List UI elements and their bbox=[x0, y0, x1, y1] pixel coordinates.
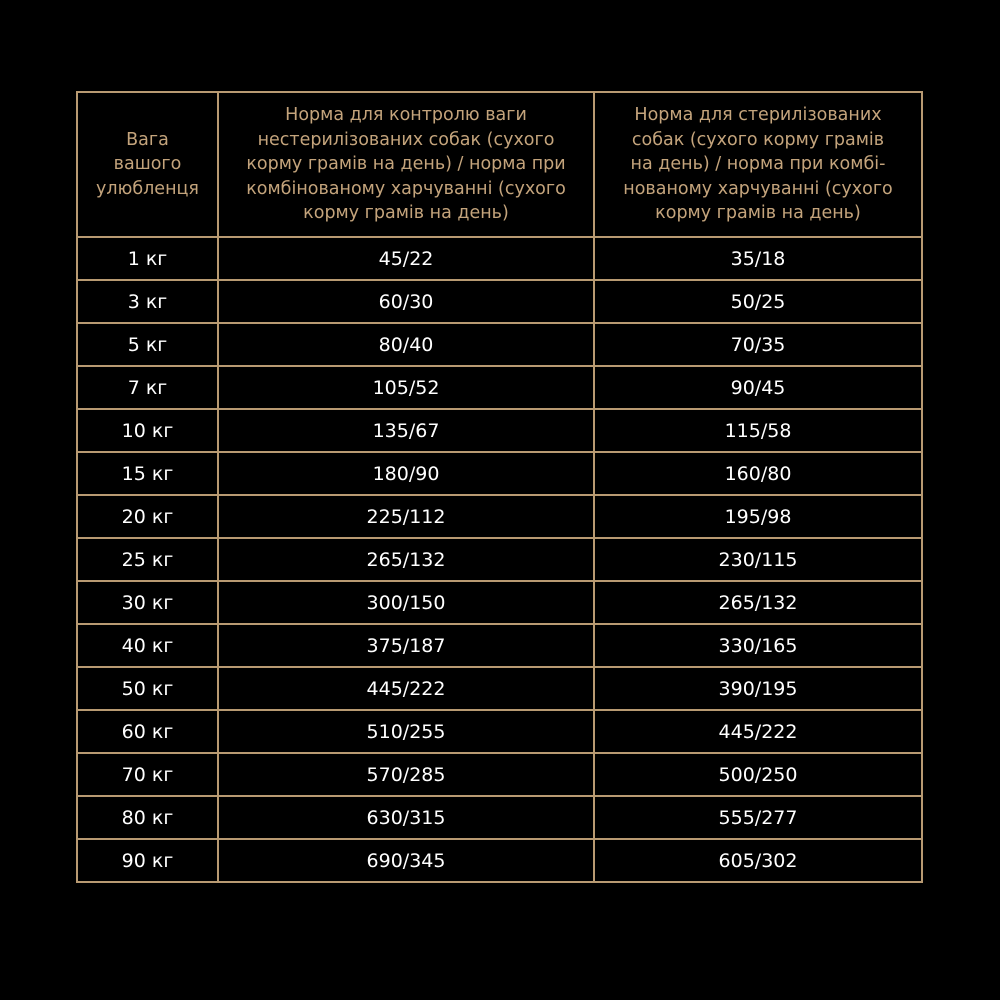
cell-non-sterilized: 45/22 bbox=[218, 237, 594, 280]
cell-weight: 15 кг bbox=[77, 452, 218, 495]
cell-non-sterilized: 180/90 bbox=[218, 452, 594, 495]
table-body bbox=[77, 237, 922, 882]
table-row bbox=[77, 366, 922, 409]
header-line: нестерилізованих собак (сухого bbox=[257, 129, 555, 150]
header-line: Норма для стерилізованих bbox=[634, 105, 882, 126]
cell-weight: 90 кг bbox=[77, 839, 218, 882]
cell-sterilized: 445/222 bbox=[594, 710, 922, 753]
cell-sterilized: 605/302 bbox=[594, 839, 922, 882]
header-pet-weight bbox=[77, 92, 218, 237]
cell-non-sterilized: 80/40 bbox=[218, 323, 594, 366]
table-row bbox=[77, 753, 922, 796]
cell-sterilized: 265/132 bbox=[594, 581, 922, 624]
table-row bbox=[77, 495, 922, 538]
header-line: комбінованому харчуванні (сухого bbox=[246, 178, 566, 199]
table-row bbox=[77, 538, 922, 581]
cell-sterilized: 500/250 bbox=[594, 753, 922, 796]
header-line: Норма для контролю ваги bbox=[285, 105, 527, 126]
cell-sterilized: 50/25 bbox=[594, 280, 922, 323]
cell-non-sterilized: 135/67 bbox=[218, 409, 594, 452]
cell-weight: 10 кг bbox=[77, 409, 218, 452]
table-row bbox=[77, 796, 922, 839]
cell-sterilized: 70/35 bbox=[594, 323, 922, 366]
header-line: корму грамів на день) bbox=[655, 203, 861, 224]
cell-non-sterilized: 510/255 bbox=[218, 710, 594, 753]
cell-weight: 1 кг bbox=[77, 237, 218, 280]
cell-non-sterilized: 225/112 bbox=[218, 495, 594, 538]
table-row bbox=[77, 710, 922, 753]
header-sterilized-norm bbox=[594, 92, 922, 237]
cell-sterilized: 555/277 bbox=[594, 796, 922, 839]
cell-sterilized: 390/195 bbox=[594, 667, 922, 710]
cell-non-sterilized: 690/345 bbox=[218, 839, 594, 882]
cell-non-sterilized: 630/315 bbox=[218, 796, 594, 839]
cell-weight: 40 кг bbox=[77, 624, 218, 667]
cell-sterilized: 230/115 bbox=[594, 538, 922, 581]
header-line: Вага bbox=[126, 129, 169, 150]
cell-weight: 5 кг bbox=[77, 323, 218, 366]
table-row bbox=[77, 839, 922, 882]
cell-weight: 60 кг bbox=[77, 710, 218, 753]
cell-weight: 50 кг bbox=[77, 667, 218, 710]
table-row bbox=[77, 581, 922, 624]
cell-non-sterilized: 105/52 bbox=[218, 366, 594, 409]
cell-sterilized: 90/45 bbox=[594, 366, 922, 409]
cell-non-sterilized: 375/187 bbox=[218, 624, 594, 667]
cell-weight: 3 кг bbox=[77, 280, 218, 323]
header-line: корму грамів на день) / норма при bbox=[246, 154, 566, 175]
cell-sterilized: 330/165 bbox=[594, 624, 922, 667]
feeding-table bbox=[76, 91, 923, 883]
cell-weight: 80 кг bbox=[77, 796, 218, 839]
cell-weight: 25 кг bbox=[77, 538, 218, 581]
header-line: собак (сухого корму грамів bbox=[631, 129, 885, 150]
table-row bbox=[77, 323, 922, 366]
header-line: нованому харчуванні (сухого bbox=[623, 178, 893, 199]
cell-weight: 7 кг bbox=[77, 366, 218, 409]
cell-non-sterilized: 265/132 bbox=[218, 538, 594, 581]
cell-sterilized: 115/58 bbox=[594, 409, 922, 452]
cell-sterilized: 160/80 bbox=[594, 452, 922, 495]
cell-weight: 30 кг bbox=[77, 581, 218, 624]
header-line: вашого bbox=[113, 154, 182, 175]
table-row bbox=[77, 409, 922, 452]
header-non-sterilized-norm bbox=[218, 92, 594, 237]
cell-weight: 70 кг bbox=[77, 753, 218, 796]
cell-non-sterilized: 60/30 bbox=[218, 280, 594, 323]
header-line: корму грамів на день) bbox=[303, 203, 509, 224]
cell-non-sterilized: 300/150 bbox=[218, 581, 594, 624]
table-header-row bbox=[77, 92, 922, 237]
table-row bbox=[77, 452, 922, 495]
cell-weight: 20 кг bbox=[77, 495, 218, 538]
header-line: на день) / норма при комбі- bbox=[630, 154, 886, 175]
header-line: улюбленця bbox=[96, 178, 199, 199]
table-row bbox=[77, 624, 922, 667]
table-row bbox=[77, 237, 922, 280]
cell-non-sterilized: 445/222 bbox=[218, 667, 594, 710]
table-row bbox=[77, 667, 922, 710]
cell-sterilized: 195/98 bbox=[594, 495, 922, 538]
table-row bbox=[77, 280, 922, 323]
cell-sterilized: 35/18 bbox=[594, 237, 922, 280]
cell-non-sterilized: 570/285 bbox=[218, 753, 594, 796]
